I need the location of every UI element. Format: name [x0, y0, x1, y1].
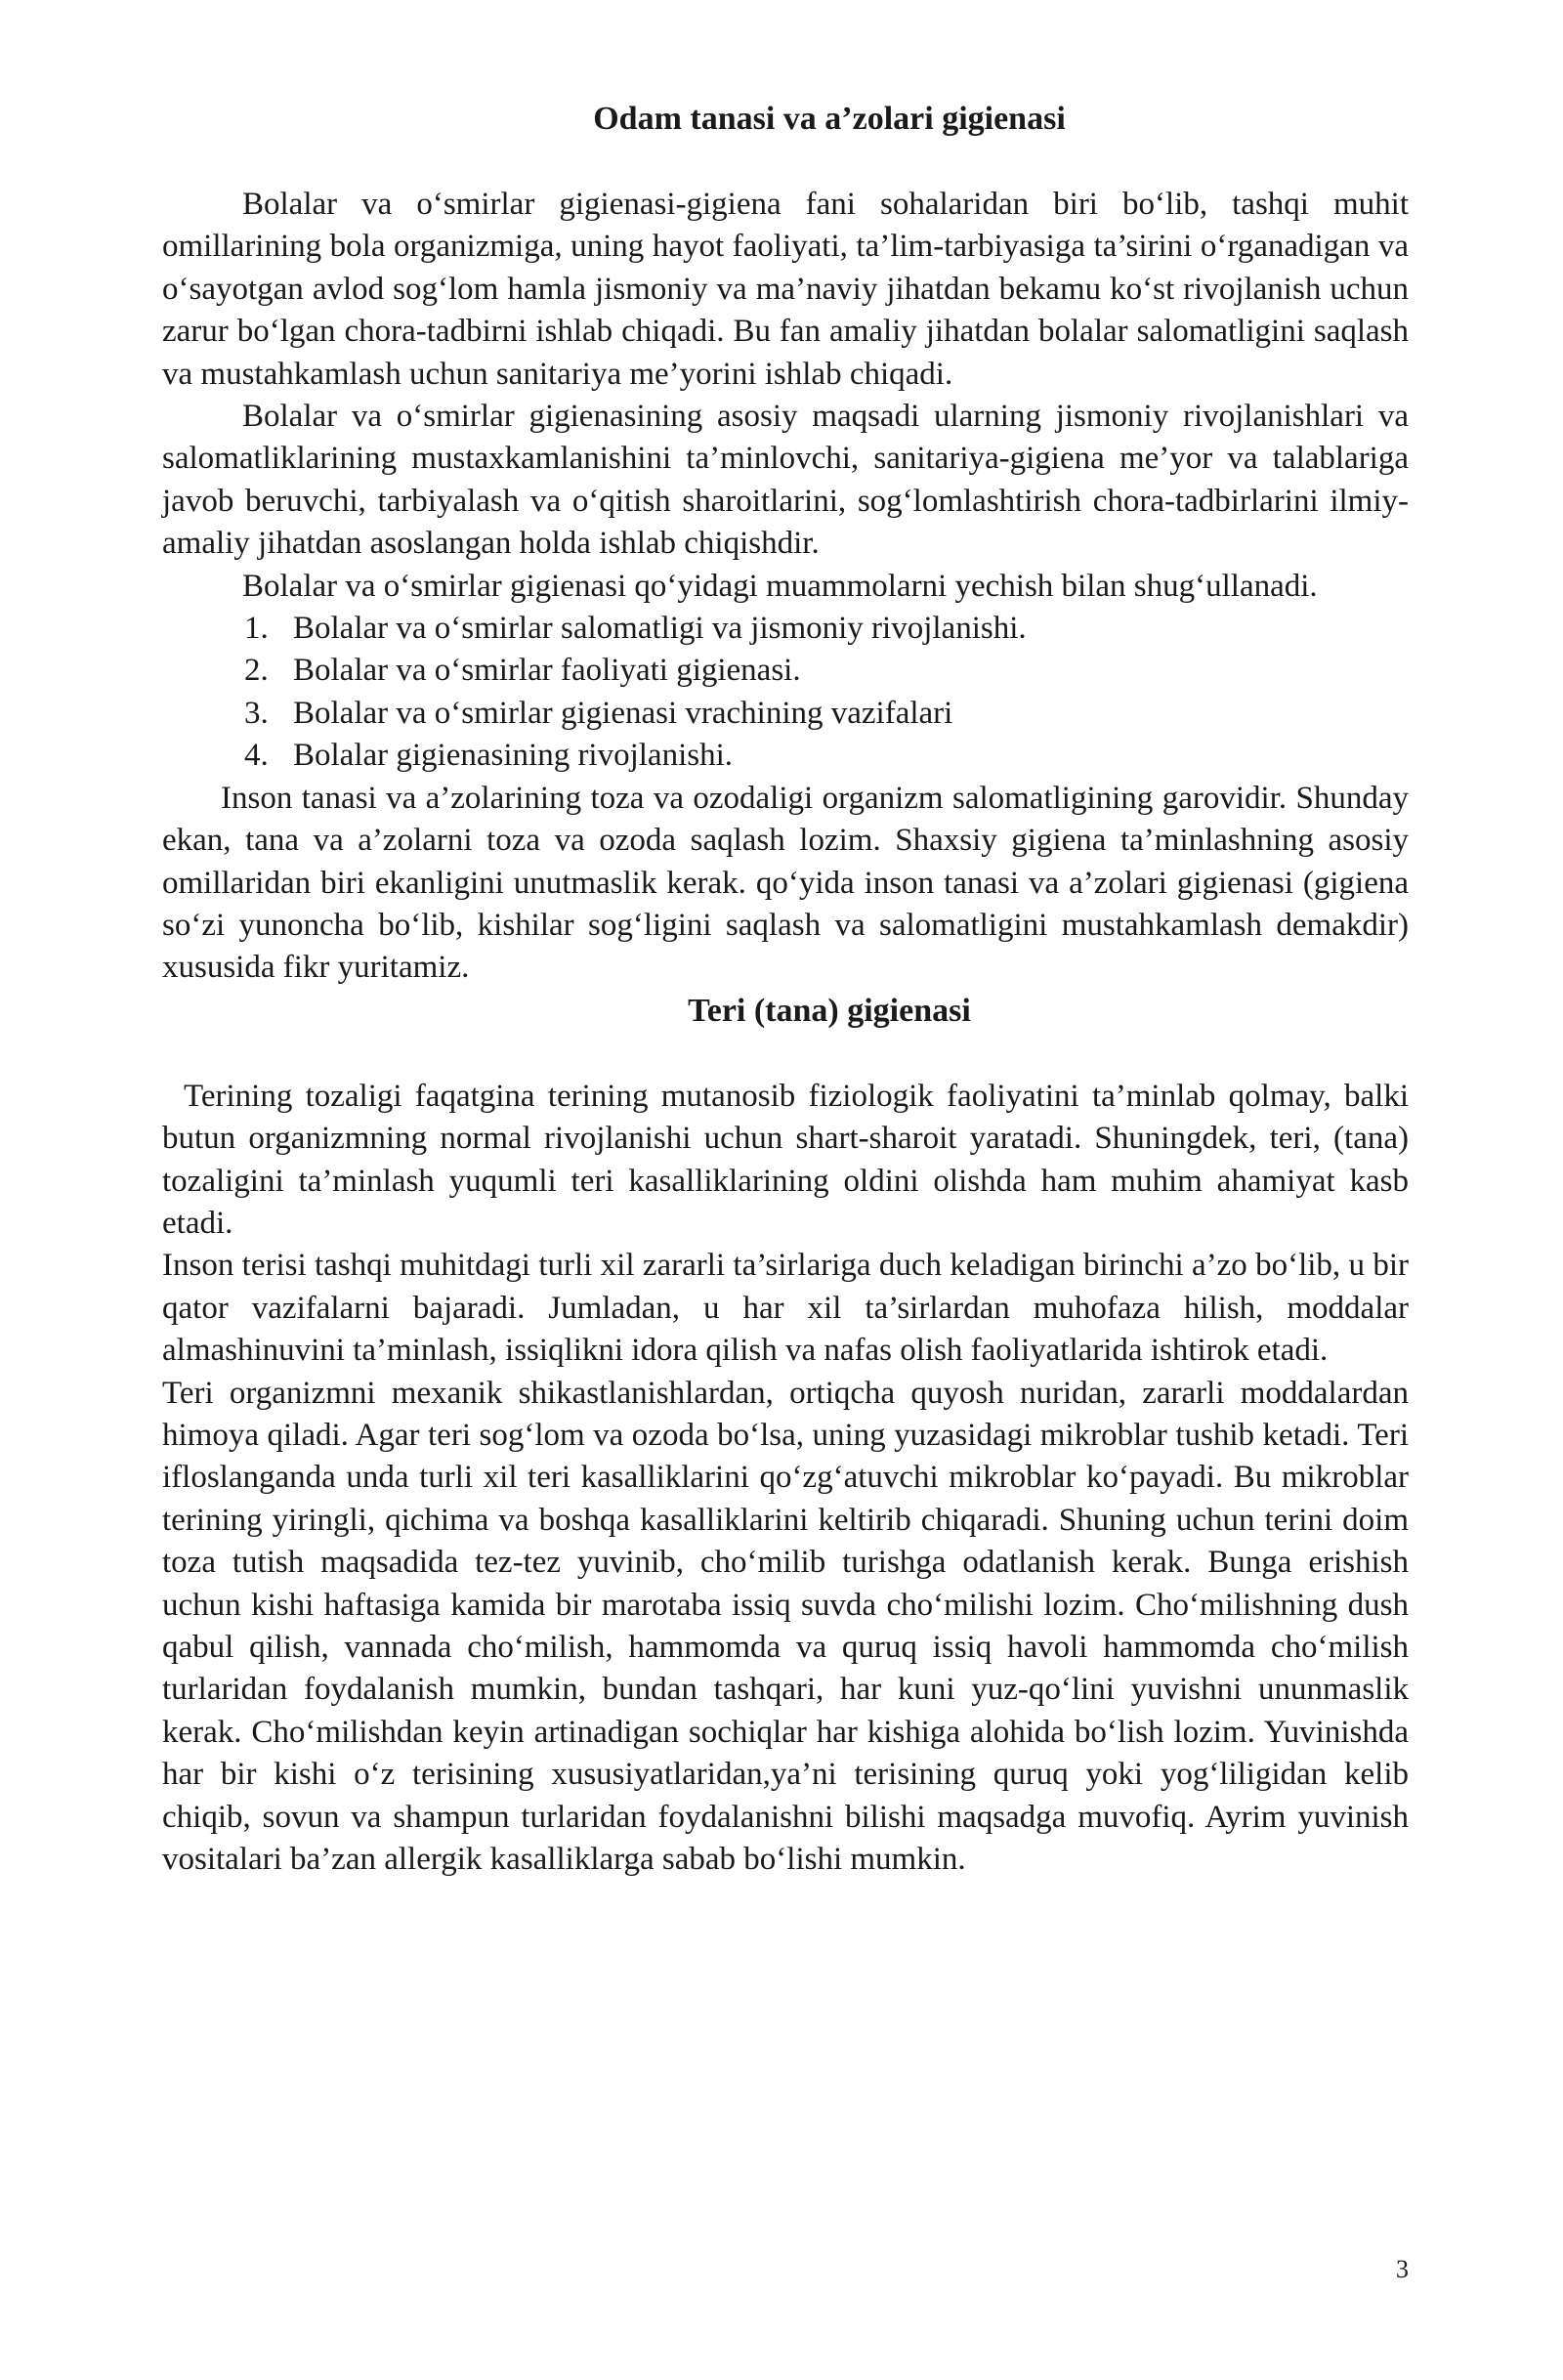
list-item-number: 1. [244, 611, 269, 647]
page-title: Odam tanasi va a’zolari gigienasi [593, 101, 1066, 137]
list-item-text: Bolalar gigienasining rivojlanishi. [293, 738, 734, 774]
list-item-number: 2. [244, 653, 269, 689]
page-number: 3 [1396, 2255, 1409, 2283]
intro-paragraph-1: Bolalar va o‘smirlar gigienasi-gigiena fani sohalaridan biri bo‘lib, tashqi muhit omillarining bola organizmiga, uning hayot faoliyati, ta’lim-tarbiyasiga ta’sirini o‘rganadigan va o‘sayotgan avlod sog‘lom hamla jismoniy va ma’naviy jihatdan bekamu ko‘st rivojlanish uchun zarur bo‘lgan chora-tadbirni ishlab chiqadi. Bu fan amaliy jihatdan bolalar salomatligini saqlash va mustahkamlash uchun sanitariya me’yorini ishlab chiqadi. [162, 187, 1409, 392]
list-item [162, 735, 1409, 777]
list-item-number: 4. [244, 738, 269, 774]
list-item [162, 650, 1409, 692]
list-item [162, 608, 1409, 650]
intro-paragraph-2: Bolalar va o‘smirlar gigienasining asosiy maqsadi ularning jismoniy rivojlanishlari va salomatliklarining mustaxkamlanishini ta’minlovchi, sanitariya-gigiena me’yor va talablariga javob beruvchi, tarbiyalash va o‘qitish sharoitlarini, sog‘lomlashtirish chora-tadbirlarini ilmiy-amaliy jihatdan asoslangan holda ishlab chiqishdir. [162, 399, 1409, 562]
document-page [162, 98, 1409, 1881]
list-item-text: Bolalar va o‘smirlar gigienasi vrachining vazifalari [293, 695, 953, 731]
problems-list [162, 608, 1409, 778]
list-item-text: Bolalar va o‘smirlar salomatligi va jismoniy rivojlanishi. [293, 611, 1027, 647]
intro-paragraph-3: Bolalar va o‘smirlar gigienasi qo‘yidagi muammolarni yechish bilan shug‘ullanadi. [242, 568, 1318, 604]
list-item [162, 693, 1409, 735]
section-paragraph-3: Teri organizmni mexanik shikastlanishlardan, ortiqcha quyosh nuridan, zararli moddalardan himoya qiladi. Agar teri sog‘lom va ozoda bo‘lsa, uning yuzasidagi mikroblar tushib ketadi. Teri ifloslanganda unda turli xil teri kasalliklarini qo‘zg‘atuvchi mikroblar ko‘payadi. Bu mikroblar terining yiringli, qichima va boshqa kasalliklarini keltirib chiqaradi. Shuning uchun terini doim toza tutish maqsadida tez-tez yuvinib, cho‘milib turishga odatlanish kerak. Bunga erishish uchun kishi haftasiga kamida bir marotaba issiq suvda cho‘milishi lozim. Cho‘milishning dush qabul qilish, vannada cho‘milish, hammomda va quruq issiq havoli hammomda cho‘milish turlaridan foydalanish mumkin, bundan tashqari, har kuni yuz-qo‘lini yuvishni ununmaslik kerak. Cho‘milishdan keyin artinadigan sochiqlar har kishiga alohida bo‘lish lozim. Yuvinishda har bir kishi o‘z terisining xususiyatlaridan,ya’ni terisining quruq yoki yog‘liligidan kelib chiqib, sovun va shampun turlaridan foydalanishni bilishi maqsadga muvofiq. Ayrim yuvinish vositalari ba’zan allergik kasalliklarga sabab bo‘lishi mumkin. [162, 1375, 1409, 1878]
body-paragraph-4: Inson tanasi va a’zolarining toza va ozodaligi organizm salomatligining garovidir. Shunday ekan, tana va a’zolarni toza va ozoda saqlash lozim. Shaxsiy gigiena ta’minlashning asosiy omillaridan biri ekanligini unutmaslik kerak. qo‘yida inson tanasi va a’zolari gigienasi (gigiena so‘zi yunoncha bo‘lib, kishilar sog‘ligini saqlash va salomatligini mustahkamlash demakdir) xususida fikr yuritamiz. [162, 780, 1409, 986]
list-item-text: Bolalar va o‘smirlar faoliyati gigienasi. [293, 653, 801, 689]
list-item-number: 3. [244, 695, 269, 731]
section-paragraph-1: Terining tozaligi faqatgina terining mutanosib fiziologik faoliyatini ta’minlab qolmay, balki butun organizmning normal rivojlanishi uchun shart-sharoit yaratadi. Shuningdek, teri, (tana) tozaligini ta’minlash yuqumli teri kasalliklarining oldini olishda ham muhim ahamiyat kasb etadi. [162, 1078, 1409, 1241]
section-heading: Teri (tana) gigienasi [688, 992, 971, 1029]
section-paragraph-2: Inson terisi tashqi muhitdagi turli xil zararli ta’sirlariga duch keladigan birinchi a’zo bo‘lib, u bir qator vazifalarni bajaradi. Jumladan, u har xil ta’sirlardan muhofaza hilish, moddalar almashinuvini ta’minlash, issiqlikni idora qilish va nafas olish faoliyatlarida ishtirok etadi. [162, 1248, 1409, 1369]
